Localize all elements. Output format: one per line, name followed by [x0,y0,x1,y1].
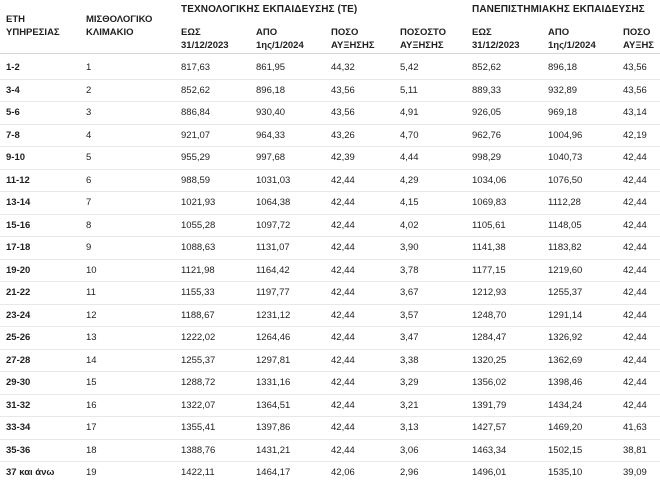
cell-te-until: 1055,28 [181,219,216,231]
cell-pe-amount: 42,44 [623,174,647,186]
cell-te-from: 1164,42 [256,264,290,276]
cell-pe-amount: 42,44 [623,332,647,343]
cell-years: 37 και άνω [6,467,55,478]
te-amount-header [331,26,375,52]
cell-te-from: 1297,81 [256,354,291,366]
cell-pe-amount: 42,44 [623,399,647,411]
header-line: ΑΥΞΗΣ [623,40,655,51]
cell-te-until: 852,62 [181,84,211,96]
cell-te-from: 1264,46 [256,332,291,343]
cell-step: 18 [86,444,97,456]
cell-pe-amount: 42,44 [623,264,647,276]
cell-te-from: 1197,77 [256,287,290,298]
cell-te-amount: 43,56 [331,84,355,96]
cell-pe-amount: 43,56 [623,62,647,73]
cell-pe-until: 1391,79 [472,399,507,411]
table-row [0,281,660,304]
cell-te-amount: 44,32 [331,62,355,73]
cell-te-amount: 42,44 [331,377,355,388]
cell-te-amount: 42,44 [331,422,355,433]
cell-pe-from: 1535,10 [548,467,583,478]
cell-pe-amount: 42,44 [623,287,647,298]
cell-te-percent: 4,44 [400,152,419,163]
cell-te-until: 1121,98 [181,264,215,276]
cell-pe-until: 1320,25 [472,354,507,366]
cell-pe-until: 1069,83 [472,197,507,208]
te-until-header [181,26,229,52]
cell-te-from: 1031,03 [256,174,291,186]
years-header [6,13,60,39]
cell-pe-amount: 38,81 [623,444,647,456]
cell-te-amount: 42,44 [331,174,355,186]
cell-pe-until: 1284,47 [472,332,507,343]
cell-step: 13 [86,332,97,343]
cell-step: 2 [86,84,92,96]
cell-pe-until: 1427,57 [472,422,507,433]
cell-pe-until: 1177,15 [472,264,506,276]
cell-pe-until: 998,29 [472,152,502,163]
cell-te-until: 1188,67 [181,309,215,321]
cell-te-percent: 3,90 [400,242,419,253]
header-line: ΑΠΟ [256,27,278,38]
cell-pe-from: 1502,15 [548,444,583,456]
cell-pe-amount: 42,44 [623,309,647,321]
header-line: 31/12/2023 [181,40,229,51]
table-row [0,259,660,282]
cell-te-percent: 3,06 [400,444,419,456]
cell-years: 1-2 [6,62,20,73]
cell-pe-until: 1105,61 [472,219,506,231]
header-line: 1ης/1/2024 [256,40,304,51]
cell-te-percent: 4,15 [400,197,419,208]
cell-years: 25-26 [6,332,31,343]
cell-pe-from: 1148,05 [548,219,582,231]
header-line: ΕΩΣ [181,27,201,38]
header-line: ΕΤΗ [6,14,25,25]
cell-years: 3-4 [6,84,20,96]
cell-years: 5-6 [6,107,20,118]
cell-step: 14 [86,354,97,366]
cell-pe-from: 1469,20 [548,422,583,433]
cell-step: 10 [86,264,97,276]
header-line: ΠΟΣΟΣΤΟ [400,27,447,38]
cell-years: 17-18 [6,242,31,253]
cell-te-until: 1088,63 [181,242,216,253]
cell-pe-from: 1219,60 [548,264,583,276]
cell-te-percent: 4,91 [400,107,419,118]
table-row [0,124,660,147]
table-body [0,57,660,484]
header-line: ΥΠΗΡΕΣΙΑΣ [6,27,60,38]
cell-te-amount: 42,44 [331,332,355,343]
cell-te-until: 1255,37 [181,354,216,366]
header-line: ΑΥΞΗΣΗΣ [331,40,375,51]
cell-years: 9-10 [6,152,26,163]
cell-te-amount: 42,44 [331,399,355,411]
cell-years: 7-8 [6,129,20,141]
table-row [0,439,660,462]
cell-te-until: 1021,93 [181,197,216,208]
table-row [0,146,660,169]
cell-te-until: 955,29 [181,152,211,163]
cell-te-from: 1431,21 [256,444,291,456]
cell-step: 12 [86,309,97,321]
header-line: ΕΩΣ [472,27,492,38]
cell-pe-from: 1076,50 [548,174,583,186]
header-line: ΠΟΣΟ [623,27,651,38]
cell-te-amount: 43,26 [331,129,355,141]
pe-from-header [548,26,596,52]
header-line: ΠΟΣΟ [331,27,359,38]
cell-pe-until: 1356,02 [472,377,507,388]
cell-pe-until: 1248,70 [472,309,507,321]
cell-te-from: 1231,12 [256,309,291,321]
table-row [0,214,660,237]
cell-te-percent: 4,02 [400,219,419,231]
cell-pe-from: 932,89 [548,84,578,96]
cell-te-from: 1097,72 [256,219,291,231]
cell-te-until: 1222,02 [181,332,216,343]
cell-step: 19 [86,467,97,478]
cell-pe-amount: 39,09 [623,467,647,478]
step-header [86,13,152,39]
pe-amount-header [623,26,654,52]
cell-pe-until: 1212,93 [472,287,507,298]
cell-te-percent: 3,47 [400,332,419,343]
table-row [0,394,660,417]
cell-te-percent: 2,96 [400,467,419,478]
cell-te-percent: 4,29 [400,174,419,186]
table-row [0,461,660,484]
cell-pe-amount: 42,44 [623,354,647,366]
pe-until-header [472,26,520,52]
cell-pe-from: 1112,28 [548,197,581,208]
cell-pe-amount: 42,44 [623,377,647,388]
table-row [0,416,660,439]
table-row [0,236,660,259]
cell-te-amount: 42,44 [331,197,355,208]
cell-years: 19-20 [6,264,31,276]
cell-pe-from: 1398,46 [548,377,583,388]
header-line: ΚΛΙΜΑΚΙΟ [86,27,134,38]
cell-pe-from: 1183,82 [548,242,582,253]
cell-step: 9 [86,242,92,253]
cell-pe-amount: 43,56 [623,84,647,96]
cell-pe-until: 852,62 [472,62,502,73]
cell-pe-until: 926,05 [472,107,502,118]
cell-te-percent: 3,78 [400,264,419,276]
cell-te-until: 886,84 [181,107,211,118]
cell-te-from: 861,95 [256,62,286,73]
header-line: ΜΙΣΘΟΛΟΓΙΚΟ [86,14,153,25]
cell-pe-from: 1326,92 [548,332,583,343]
cell-years: 11-12 [6,174,30,186]
cell-te-from: 1464,17 [256,467,291,478]
cell-te-until: 1288,72 [181,377,216,388]
cell-te-until: 988,59 [181,174,211,186]
cell-te-until: 1322,07 [181,399,216,411]
cell-te-amount: 42,39 [331,152,355,163]
cell-years: 21-22 [6,287,31,298]
table-row [0,191,660,214]
cell-pe-from: 1434,24 [548,399,583,411]
cell-step: 16 [86,399,97,411]
table-row [0,57,660,79]
cell-pe-from: 896,18 [548,62,578,73]
cell-pe-amount: 42,44 [623,219,647,231]
cell-pe-amount: 42,44 [623,152,647,163]
cell-te-percent: 3,29 [400,377,419,388]
cell-te-percent: 3,38 [400,354,419,366]
cell-te-amount: 42,44 [331,242,355,253]
cell-te-until: 817,63 [181,62,211,73]
cell-years: 31-32 [6,399,31,411]
group-header-te: ΤΕΧΝΟΛΟΓΙΚΗΣ ΕΚΠΑΙΔΕΥΣΗΣ (ΤΕ) [181,4,358,15]
cell-te-amount: 42,44 [331,444,355,456]
cell-step: 3 [86,107,92,118]
cell-te-amount: 42,06 [331,467,355,478]
table-row [0,349,660,372]
cell-te-amount: 42,44 [331,287,355,298]
cell-step: 4 [86,129,92,141]
cell-te-from: 1364,51 [256,399,291,411]
cell-te-from: 930,40 [256,107,286,118]
cell-te-percent: 3,57 [400,309,419,321]
cell-pe-until: 1463,34 [472,444,507,456]
cell-te-from: 997,68 [256,152,286,163]
cell-te-amount: 42,44 [331,354,355,366]
cell-te-until: 1422,11 [181,467,215,478]
cell-step: 5 [86,152,92,163]
cell-pe-amount: 41,63 [623,422,647,433]
table-row [0,326,660,349]
cell-pe-from: 969,18 [548,107,578,118]
cell-te-from: 1131,07 [256,242,290,253]
cell-step: 17 [86,422,97,433]
cell-te-percent: 3,13 [400,422,419,433]
header-line: 31/12/2023 [472,40,520,51]
cell-te-percent: 3,67 [400,287,419,298]
table-row [0,79,660,102]
cell-years: 27-28 [6,354,31,366]
cell-step: 6 [86,174,92,186]
table-row [0,371,660,394]
table-row [0,169,660,192]
cell-years: 33-34 [6,422,31,433]
cell-step: 1 [86,62,92,73]
te-from-header [256,26,304,52]
cell-pe-until: 1496,01 [472,467,507,478]
cell-te-until: 1355,41 [181,422,216,433]
cell-pe-until: 1034,06 [472,174,507,186]
cell-pe-amount: 42,44 [623,242,647,253]
header-divider [0,53,660,54]
cell-pe-from: 1040,73 [548,152,583,163]
cell-te-until: 1155,33 [181,287,215,298]
cell-te-percent: 5,11 [400,84,418,96]
table-row [0,101,660,124]
cell-te-from: 964,33 [256,129,286,141]
cell-step: 11 [86,287,96,298]
cell-te-from: 896,18 [256,84,286,96]
cell-te-from: 1064,38 [256,197,291,208]
cell-pe-from: 1362,69 [548,354,583,366]
table-row [0,304,660,327]
cell-pe-until: 889,33 [472,84,502,96]
cell-pe-until: 962,76 [472,129,502,141]
cell-years: 13-14 [6,197,31,208]
header-line: 1ης/1/2024 [548,40,596,51]
cell-te-percent: 3,21 [400,399,419,411]
cell-te-amount: 42,44 [331,309,355,321]
group-header-pe: ΠΑΝΕΠΙΣΤΗΜΙΑΚΗΣ ΕΚΠΑΙΔΕΥΣΗΣ [472,4,645,15]
cell-pe-amount: 43,14 [623,107,647,118]
header-line: ΑΥΞΗΣΗΣ [400,40,444,51]
cell-years: 29-30 [6,377,31,388]
cell-pe-from: 1255,37 [548,287,583,298]
te-percent-header [400,26,446,52]
cell-te-from: 1397,86 [256,422,291,433]
cell-te-until: 921,07 [181,129,211,141]
cell-pe-amount: 42,44 [623,197,647,208]
cell-step: 8 [86,219,92,231]
cell-te-amount: 42,44 [331,219,355,231]
cell-pe-from: 1291,14 [548,309,583,321]
cell-years: 23-24 [6,309,31,321]
cell-pe-from: 1004,96 [548,129,583,141]
cell-te-until: 1388,76 [181,444,216,456]
cell-step: 15 [86,377,97,388]
cell-pe-amount: 42,19 [623,129,647,141]
cell-years: 35-36 [6,444,31,456]
cell-te-percent: 4,70 [400,129,419,141]
header-line: ΑΠΟ [548,27,570,38]
cell-te-amount: 43,56 [331,107,355,118]
cell-te-amount: 42,44 [331,264,355,276]
cell-step: 7 [86,197,92,208]
cell-pe-until: 1141,38 [472,242,506,253]
cell-years: 15-16 [6,219,31,231]
cell-te-percent: 5,42 [400,62,419,73]
cell-te-from: 1331,16 [256,377,291,388]
